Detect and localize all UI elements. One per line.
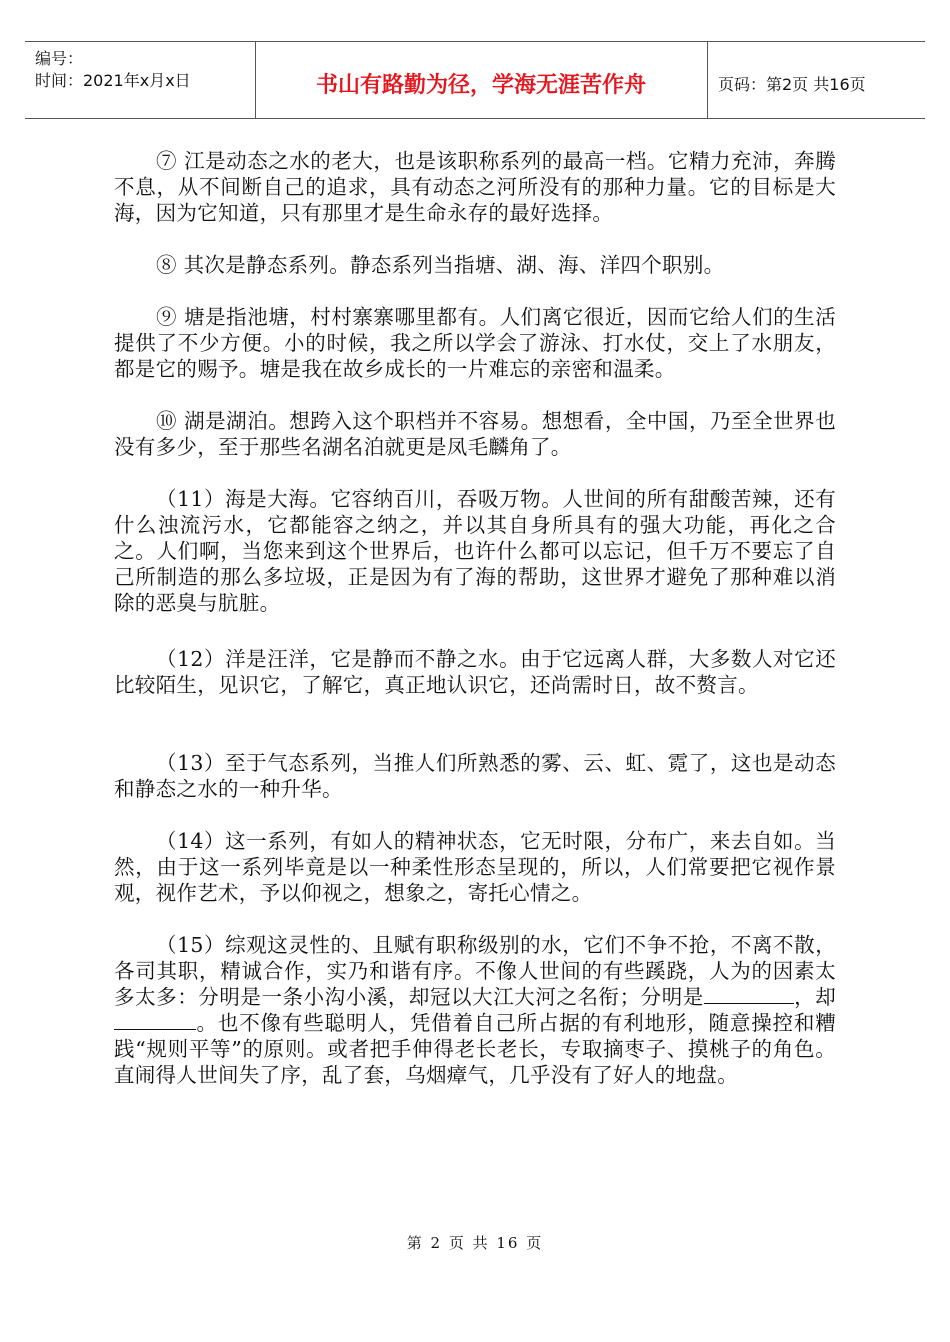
fill-in-blank-2[interactable] — [114, 1011, 196, 1030]
paragraph-12: （12）洋是汪洋，它是静而不静之水。由于它远离人群，大多数人对它还比较陌生，见识它，了解它，真正地认识它，还尚需时日，故不赘言。 — [114, 647, 836, 697]
paragraph-9: ⑨ 塘是指池塘，村村寨寨哪里都有。人们离它很近，因而它给人们的生活提供了不少方便。小的时候，我之所以学会了游泳、打水仗，交上了水朋友，都是它的赐予。塘是我在故乡成长的一片难忘的亲密和温柔。 — [114, 305, 836, 381]
header-meta-cell — [25, 42, 256, 118]
page-footer: 第 2 页 共 16 页 — [406, 1234, 544, 1252]
paragraph-15-part-3: 。也不像有些聪明人，凭借着自己所占据的有利地形，随意操控和糟践“规则平等”的原则。或者把手伸得老长老长，专取摘枣子、摸桃子的角色。直闹得人世间失了序，乱了套，乌烟瘴气，几乎没有了好人的地盘。 — [114, 1011, 836, 1087]
header-page-cell — [708, 42, 925, 118]
paragraph-13: （13）至于气态系列，当推人们所熟悉的雾、云、虹、霓了，这也是动态和静态之水的一种升华。 — [114, 751, 836, 801]
document-time-label: 时间：2021年x月x日 — [35, 71, 191, 90]
document-number-label: 编号： — [35, 49, 84, 68]
paragraph-15-part-1: （15）综观这灵性的、且赋有职称级别的水，它们不争不抢，不离不散，各司其职，精诚合作，实乃和谐有序。不像人世间的有些蹊跷，人为的因素太多太多：分明是一条小沟小溪，却冠以大江大河之名衔；分明是 — [114, 933, 836, 1009]
paragraph-15 — [114, 932, 836, 1088]
paragraph-11: （11）海是大海。它容纳百川，吞吸万物。人世间的所有甜酸苦辣，还有什么浊流污水，它都能容之纳之，并以其自身所具有的强大功能，再化之合之。人们啊，当您来到这个世界后，也许什么都可以忘记，但千万不要忘了自己所制造的那么多垃圾，正是因为有了海的帮助，这世界才避免了那种难以消除的恶臭与肮脏。 — [114, 487, 836, 615]
page-header — [25, 41, 925, 119]
paragraph-7: ⑦ 江是动态之水的老大，也是该职称系列的最高一档。它精力充沛，奔腾不息，从不间断自己的追求，具有动态之河所没有的那种力量。它的目标是大海，因为它知道，只有那里才是生命永存的最好选择。 — [114, 149, 836, 225]
paragraph-10: ⑩ 湖是湖泊。想跨入这个职档并不容易。想想看，全中国，乃至全世界也没有多少，至于那些名湖名泊就更是凤毛麟角了。 — [114, 409, 836, 459]
paragraph-8: ⑧ 其次是静态系列。静态系列当指塘、湖、海、洋四个职别。 — [156, 253, 725, 277]
header-page-info: 页码：第2页 共16页 — [718, 75, 866, 94]
paragraph-15-part-2: ，却 — [793, 985, 836, 1009]
header-motto: 书山有路勤为径，学海无涯苦作舟 — [315, 73, 646, 98]
fill-in-blank-1[interactable] — [704, 985, 794, 1004]
paragraph-14: （14）这一系列，有如人的精神状态，它无时限，分布广，来去自如。当然，由于这一系列毕竟是以一种柔性形态呈现的，所以，人们常要把它视作景观，视作艺术，予以仰视之，想象之，寄托心情之。 — [114, 829, 836, 905]
header-motto-cell — [255, 42, 708, 118]
